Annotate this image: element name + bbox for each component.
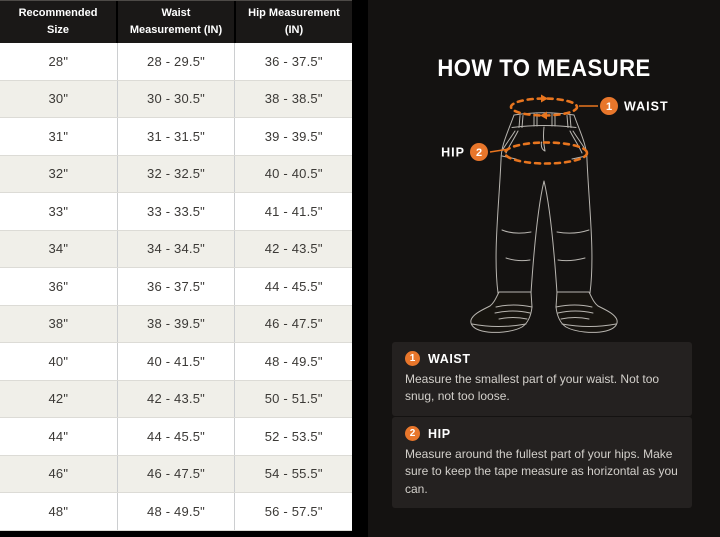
hip-step-badge-icon: 2 bbox=[405, 426, 420, 441]
hip-cell: 52 - 53.5" bbox=[264, 428, 323, 444]
waist-cell: 40 - 41.5" bbox=[118, 343, 236, 380]
table-row bbox=[0, 418, 352, 456]
table-row bbox=[0, 81, 352, 119]
size-cell: 44" bbox=[0, 418, 118, 455]
hip-cell: 54 - 55.5" bbox=[264, 466, 323, 482]
waist-cell: 28 - 29.5" bbox=[118, 43, 236, 80]
waist-cell: 42 - 43.5" bbox=[118, 381, 236, 418]
waist-badge-number: 1 bbox=[605, 101, 613, 113]
waist-direction-arrow-icon bbox=[541, 95, 548, 103]
size-cell: 40" bbox=[0, 343, 118, 380]
table-row bbox=[0, 156, 352, 194]
hip-card-text: Measure around the fullest part of your hips. Make sure to keep the tape measure as horizontal as you can. bbox=[405, 447, 678, 496]
waist-card-header bbox=[405, 351, 679, 366]
hip-info-card bbox=[392, 417, 692, 508]
hip-measure-ellipse bbox=[505, 143, 587, 164]
waist-card-heading: WAIST bbox=[428, 351, 471, 366]
size-cell: 30" bbox=[0, 81, 118, 118]
table-row bbox=[0, 43, 352, 81]
hip-card-header bbox=[405, 426, 679, 441]
how-to-measure-panel bbox=[368, 0, 720, 537]
waist-diagram-label: WAIST bbox=[624, 99, 669, 114]
hip-diagram-label: HIP bbox=[441, 145, 465, 160]
size-cell: 34" bbox=[0, 231, 118, 268]
waist-cell: 44 - 45.5" bbox=[118, 418, 236, 455]
table-row bbox=[0, 381, 352, 419]
hip-cell: 56 - 57.5" bbox=[264, 503, 323, 519]
waist-cell: 46 - 47.5" bbox=[118, 456, 236, 493]
hip-cell: 44 - 45.5" bbox=[264, 278, 323, 294]
table-row bbox=[0, 306, 352, 344]
size-cell: 38" bbox=[0, 306, 118, 343]
column-header-recommended-size: Recommended Size bbox=[0, 1, 118, 43]
column-header-hip-measurement: Hip Measurement (IN) bbox=[248, 6, 340, 36]
boots-drawing bbox=[471, 292, 617, 332]
hip-cell: 48 - 49.5" bbox=[264, 353, 323, 369]
waist-step-badge-icon: 1 bbox=[405, 351, 420, 366]
pants-outline-drawing bbox=[496, 113, 592, 293]
hip-cell: 36 - 37.5" bbox=[264, 53, 323, 69]
hip-cell: 42 - 43.5" bbox=[264, 241, 323, 257]
hip-card-heading: HIP bbox=[428, 426, 451, 441]
waist-cell: 36 - 37.5" bbox=[118, 268, 236, 305]
table-row bbox=[0, 193, 352, 231]
waist-cell: 32 - 32.5" bbox=[118, 156, 236, 193]
size-cell: 46" bbox=[0, 456, 118, 493]
size-cell: 48" bbox=[0, 493, 118, 530]
hip-cell: 39 - 39.5" bbox=[264, 128, 323, 144]
waist-cell: 33 - 33.5" bbox=[118, 193, 236, 230]
size-cell: 28" bbox=[0, 43, 118, 80]
size-chart-table bbox=[0, 0, 352, 531]
waist-info-card bbox=[392, 342, 692, 416]
hip-cell: 41 - 41.5" bbox=[264, 203, 323, 219]
table-body bbox=[0, 43, 352, 531]
hip-cell: 38 - 38.5" bbox=[264, 91, 323, 107]
table-row bbox=[0, 343, 352, 381]
hip-cell: 40 - 40.5" bbox=[264, 166, 323, 182]
size-cell: 36" bbox=[0, 268, 118, 305]
pants-measurement-diagram bbox=[368, 88, 720, 338]
table-row bbox=[0, 231, 352, 269]
waist-cell: 31 - 31.5" bbox=[118, 118, 236, 155]
table-header-row bbox=[0, 0, 352, 43]
hip-cell: 46 - 47.5" bbox=[264, 316, 323, 332]
hip-cell: 50 - 51.5" bbox=[264, 391, 323, 407]
waist-cell: 38 - 39.5" bbox=[118, 306, 236, 343]
table-row bbox=[0, 456, 352, 494]
table-row bbox=[0, 493, 352, 531]
size-cell: 31" bbox=[0, 118, 118, 155]
hip-callout bbox=[441, 143, 509, 161]
waist-callout bbox=[579, 97, 669, 115]
size-cell: 42" bbox=[0, 381, 118, 418]
table-row bbox=[0, 268, 352, 306]
table-row bbox=[0, 118, 352, 156]
size-cell: 32" bbox=[0, 156, 118, 193]
waist-card-text: Measure the smallest part of your waist. Not too snug, not too loose. bbox=[405, 372, 660, 404]
column-header-waist-measurement: Waist Measurement (IN) bbox=[118, 1, 236, 43]
waist-cell: 34 - 34.5" bbox=[118, 231, 236, 268]
hip-badge-number: 2 bbox=[475, 147, 483, 159]
section-title: HOW TO MEASURE bbox=[437, 55, 651, 82]
size-cell: 33" bbox=[0, 193, 118, 230]
waist-cell: 30 - 30.5" bbox=[118, 81, 236, 118]
waist-cell: 48 - 49.5" bbox=[118, 493, 236, 530]
